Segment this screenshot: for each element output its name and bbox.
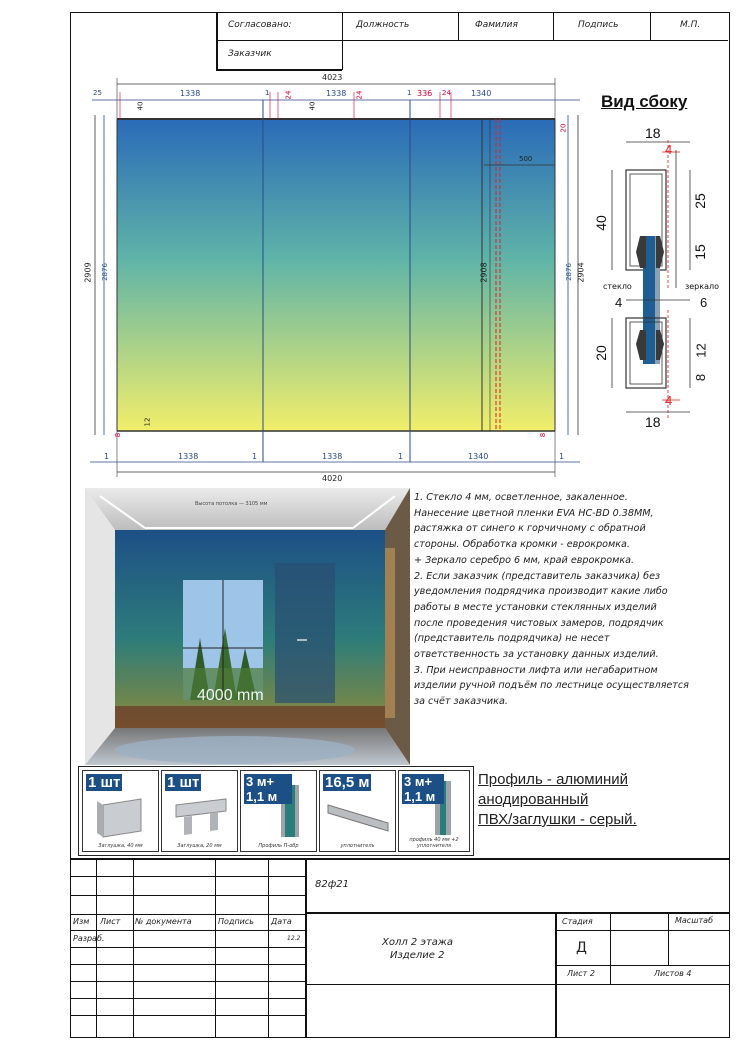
note-line: уведомления подрядчика производит какие либо [414,586,668,598]
bottom-seg-label: 1340 [468,452,489,461]
top-total-label: 4023 [322,73,343,82]
side-dim-8: 8 [693,373,709,382]
top-seg-label: 24 [355,90,364,100]
project-line2: Изделие 2 [390,950,445,961]
profile-qty: 1 шт [88,774,121,791]
bottom-seg-label: 1 [559,452,565,461]
render-width-label: 4000 mm [197,687,264,704]
note-line: за счёт заказчика. [414,696,508,708]
front-view-drawing [80,72,580,477]
profile-cell [82,770,159,852]
side-bottom-red: 4 [665,393,673,408]
top-seg-label: 1 [407,89,412,97]
col-sign: Подпись [218,917,254,926]
customer-label: Заказчик [228,49,272,59]
stage-value: Д [576,940,587,956]
bottom-total-label: 4020 [322,474,343,483]
top-seg-label: 1 [265,89,270,97]
top-seg-label: 1338 [326,89,347,98]
right-height-label: 2904 [576,262,586,283]
profile-caption: Профиль П-обр [258,843,299,849]
top-seg-label: 1340 [471,89,492,98]
date-value: 12.2 [287,935,301,942]
note-line: после проведения чистовых замеров, подрядчик [414,617,664,629]
note-line: 3. При неисправности лифта или негабаритном [414,664,658,676]
side-bottom-width: 18 [645,414,661,430]
profile-qty: 1 шт [167,774,200,791]
bottom-seg-label: 1 [398,452,404,461]
sheet-label: Лист 2 [567,969,595,978]
top-small-label: 40 [308,101,317,111]
top-small-label: 20 [559,123,568,133]
profile-caption: Заглушка, 40 мм [98,843,143,849]
profile-caption: профиль 40 мм +2 уплотнителя [409,837,459,849]
drawing-code: 82ф21 [315,879,349,890]
col-list: Лист [100,917,121,926]
col-doc: № документа [135,917,192,926]
bottom-seg-label: 1 [104,452,110,461]
note-line: (представитель подрядчика) не несет [414,633,610,645]
sheets-label: Листов 4 [654,969,692,978]
profile-caption: уплотнитель [340,843,375,849]
top-seg-label: 24 [442,89,451,97]
interior-render [85,488,410,765]
profile-qty: 16,5 м [325,774,370,791]
bottom-seg-label: 1 [252,452,258,461]
side-view-title: Вид сбоку [601,92,688,111]
side-gap-6: 6 [700,295,708,310]
note-line: 2. Если заказчик (представитель заказчика) без [414,570,661,582]
side-top-width: 18 [645,125,661,141]
bottom-small-label: 12 [143,417,152,427]
top-seg-label: 25 [93,89,102,97]
position-label: Должность [356,20,410,30]
side-height-20: 20 [592,345,609,361]
top-seg-label: 24 [284,90,293,100]
top-seg-label: 1338 [180,89,201,98]
scale-label: Масштаб [675,916,714,925]
note-line: работы в месте установки стеклянных изделий [414,601,657,613]
mirror-width-label: 500 [519,155,533,163]
profile-text-line: Профиль - алюминий [478,771,628,788]
notes-block [414,490,726,710]
right-height-label: 2876 [564,263,573,281]
profile-description [478,770,637,830]
stamp-label: М.П. [680,20,701,30]
side-gap-4: 4 [615,295,623,310]
col-izm: Изм [73,917,90,926]
profile-text-line: анодированный [478,791,589,808]
mirror-label: зеркало [685,282,719,291]
side-top-red: 4 [665,142,673,157]
ceiling-caption: Высота потолка — 3105 мм [195,501,268,507]
glass-panel [117,119,555,431]
side-dim-15: 15 [691,244,708,260]
top-small-label: 40 [136,101,145,111]
profile-qty: 3 м+ 1,1 м [402,774,444,804]
profile-cell [398,770,470,852]
side-height-40: 40 [592,215,609,231]
bottom-small-label: 8 [539,432,548,438]
note-line: стороны. Обработка кромки - еврокромка. [414,539,630,551]
profile-text-line: ПВХ/заглушки - серый. [478,811,637,828]
project-line1: Холл 2 этажа [382,937,454,948]
approved-label: Согласовано: [228,20,292,30]
profile-cell [240,770,317,852]
surname-label: Фамилия [475,20,518,30]
inner-height-label: 2908 [479,262,489,283]
note-line: Нанесение цветной пленки EVA HC-BD 0.38MM, [414,507,654,519]
profile-cell [161,770,238,852]
note-line: растяжка от синего к горчичному с обратной [414,523,646,535]
note-line: 1. Стекло 4 мм, осветленное, закаленное. [414,492,628,503]
bottom-seg-label: 1338 [178,452,199,461]
side-view-drawing [588,118,728,438]
col-date: Дата [271,917,292,926]
side-dim-25: 25 [691,193,708,209]
glass-label: стекло [603,282,632,291]
signature-label: Подпись [578,20,619,30]
left-height-label: 2909 [83,262,93,283]
bottom-small-label: 8 [114,432,123,438]
side-dim-12: 12 [693,343,709,358]
top-seg-label: 336 [417,89,433,98]
profile-qty: 3 м+ 1,1 м [244,774,292,804]
profile-cell [319,770,396,852]
left-height-label: 2876 [100,263,109,281]
note-line: + Зеркало серебро 6 мм, край еврокромка. [414,554,635,566]
note-line: ответственность за установку данных изделий. [414,649,659,661]
note-line: изделии ручной подъём по лестнице осуществляется [414,680,689,692]
profile-caption: Заглушка, 20 мм [177,843,222,849]
stage-label: Стадия [562,917,593,926]
bottom-seg-label: 1338 [322,452,343,461]
developer-label: Разраб. [73,934,105,943]
